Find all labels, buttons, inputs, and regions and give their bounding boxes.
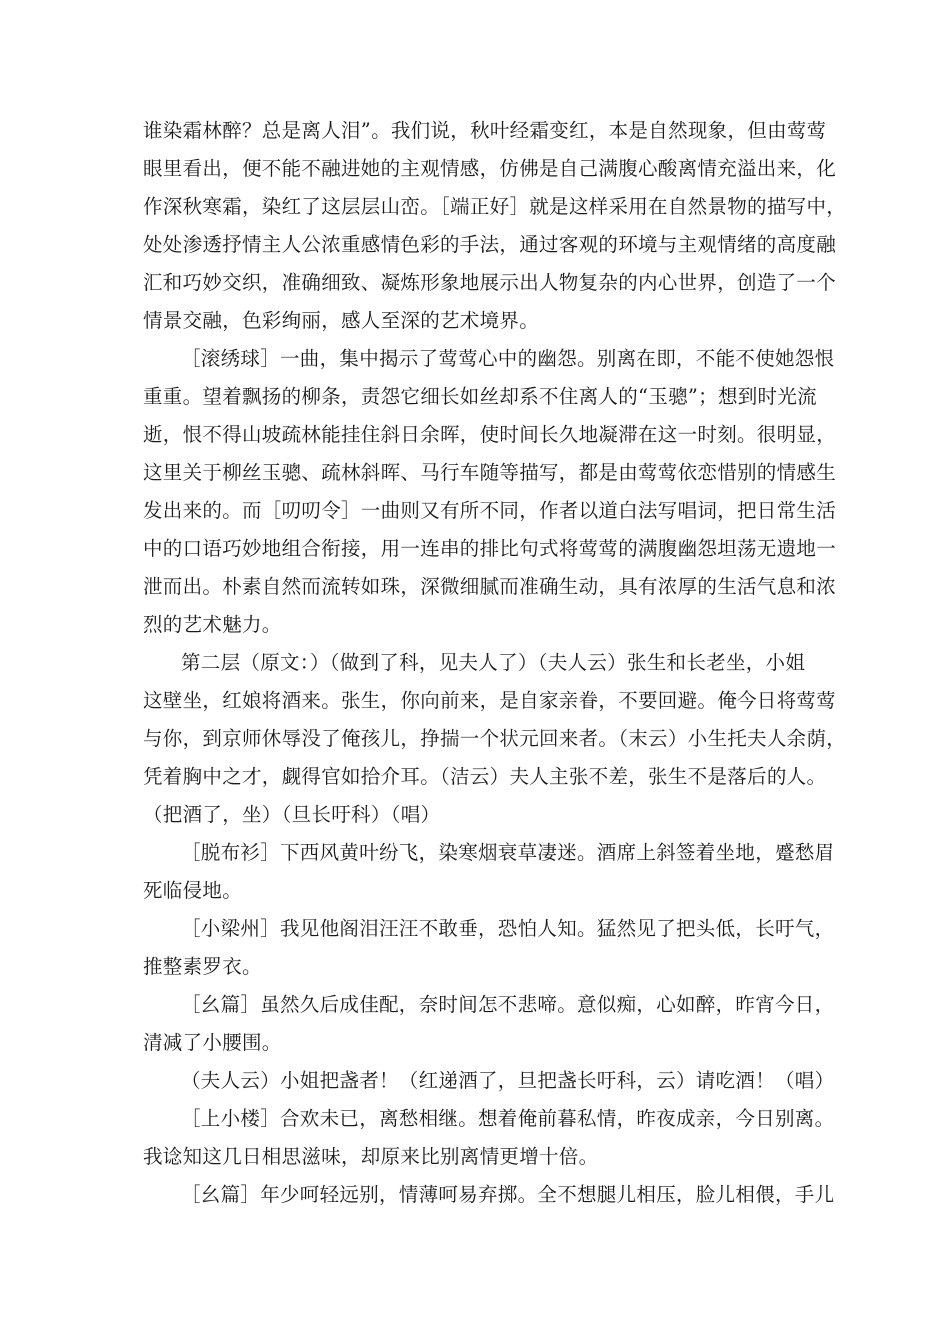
text-line: 凭着胸中之才，觑得官如拾介耳。（洁云）夫人主张不差，张生不是落后的人。 bbox=[143, 765, 827, 788]
text-line: 发出来的。而［叨叨令］一曲则又有所不同，作者以道白法写唱词，把日常生活 bbox=[143, 499, 837, 522]
text-line: 这里关于柳丝玉骢、疏林斜晖、马行车随等描写，都是由莺莺依恋惜别的情感生 bbox=[143, 461, 837, 484]
text-line: 重重。望着飘扬的柳条，责怨它细长如丝却系不住离人的“玉骢”；想到时光流 bbox=[143, 385, 817, 408]
text-line: 烈的艺术魅力。 bbox=[143, 613, 282, 636]
paragraph-first-line: ［幺篇］虽然久后成佳配，奈时间怎不悲啼。意似痴，心如醉，昨宵今日， bbox=[181, 993, 835, 1016]
text-line: 我谂知这几日相思滋味，却原来比别离情更增十倍。 bbox=[143, 1145, 599, 1168]
text-line: 这壁坐，红娘将酒来。张生，你向前来，是自家亲眷，不要回避。俺今日将莺莺 bbox=[143, 689, 837, 712]
text-line: 与你，到京师休辱没了俺孩儿，挣揣一个状元回来者。（末云）小生托夫人余荫， bbox=[143, 727, 847, 750]
text-line: 情景交融，色彩绚丽，感人至深的艺术境界。 bbox=[143, 309, 540, 332]
paragraph-first-line: ［滚绣球］一曲，集中揭示了莺莺心中的幽怨。别离在即，不能不使她怨恨 bbox=[181, 347, 835, 370]
paragraph-first-line: ［上小楼］合欢未已，离愁相继。想着俺前暮私情，昨夜成亲，今日别离。 bbox=[181, 1107, 835, 1130]
text-line: （把酒了，坐）（旦长吁科）（唱） bbox=[143, 803, 441, 826]
text-line: 中的口语巧妙地组合衔接，用一连串的排比句式将莺莺的满腹幽怨坦荡无遗地一 bbox=[143, 537, 837, 560]
text-line: 汇和巧妙交织，准确细致、凝炼形象地展示出人物复杂的内心世界，创造了一个 bbox=[143, 271, 837, 294]
text-line: 清减了小腰围。 bbox=[143, 1031, 282, 1054]
text-line: 处处渗透抒情主人公浓重感情色彩的手法，通过客观的环境与主观情绪的高度融 bbox=[143, 233, 837, 256]
text-line: 死临侵地。 bbox=[143, 879, 243, 902]
paragraph-first-line: ［脱布衫］下西风黄叶纷飞，染寒烟衰草凄迷。酒席上斜签着坐地，蹙愁眉 bbox=[181, 841, 835, 864]
text-line: 谁染霜林醉？总是离人泪”。我们说，秋叶经霜变红，本是自然现象，但由莺莺 bbox=[143, 119, 827, 142]
text-line: 推整素罗衣。 bbox=[143, 955, 262, 978]
text-line: 眼里看出，便不能不融进她的主观情感，仿佛是自己满腹心酸离情充溢出来，化 bbox=[143, 157, 837, 180]
paragraph-first-line: 第二层（原文：）（做到了科，见夫人了）（夫人云）张生和长老坐，小姐 bbox=[181, 651, 806, 674]
paragraph-first-line: （夫人云）小姐把盏者！（红递酒了，旦把盏长吁科，云）请吃酒！（唱） bbox=[181, 1069, 835, 1092]
paragraph-first-line: ［小梁州］我见他阁泪汪汪不敢垂，恐怕人知。猛然见了把头低，长吁气， bbox=[181, 917, 835, 940]
text-line: 泄而出。朴素自然而流转如珠，深微细腻而准确生动，具有浓厚的生活气息和浓 bbox=[143, 575, 837, 598]
text-line: 逝，恨不得山坡疏林能挂住斜日余晖，使时间长久地凝滞在这一时刻。很明显， bbox=[143, 423, 837, 446]
paragraph-first-line: ［幺篇］年少呵轻远别，情薄呵易弃掷。全不想腿儿相压，脸儿相偎，手儿 bbox=[181, 1183, 835, 1206]
text-line: 作深秋寒霜，染红了这层层山峦。［端正好］就是这样采用在自然景物的描写中， bbox=[143, 195, 847, 218]
